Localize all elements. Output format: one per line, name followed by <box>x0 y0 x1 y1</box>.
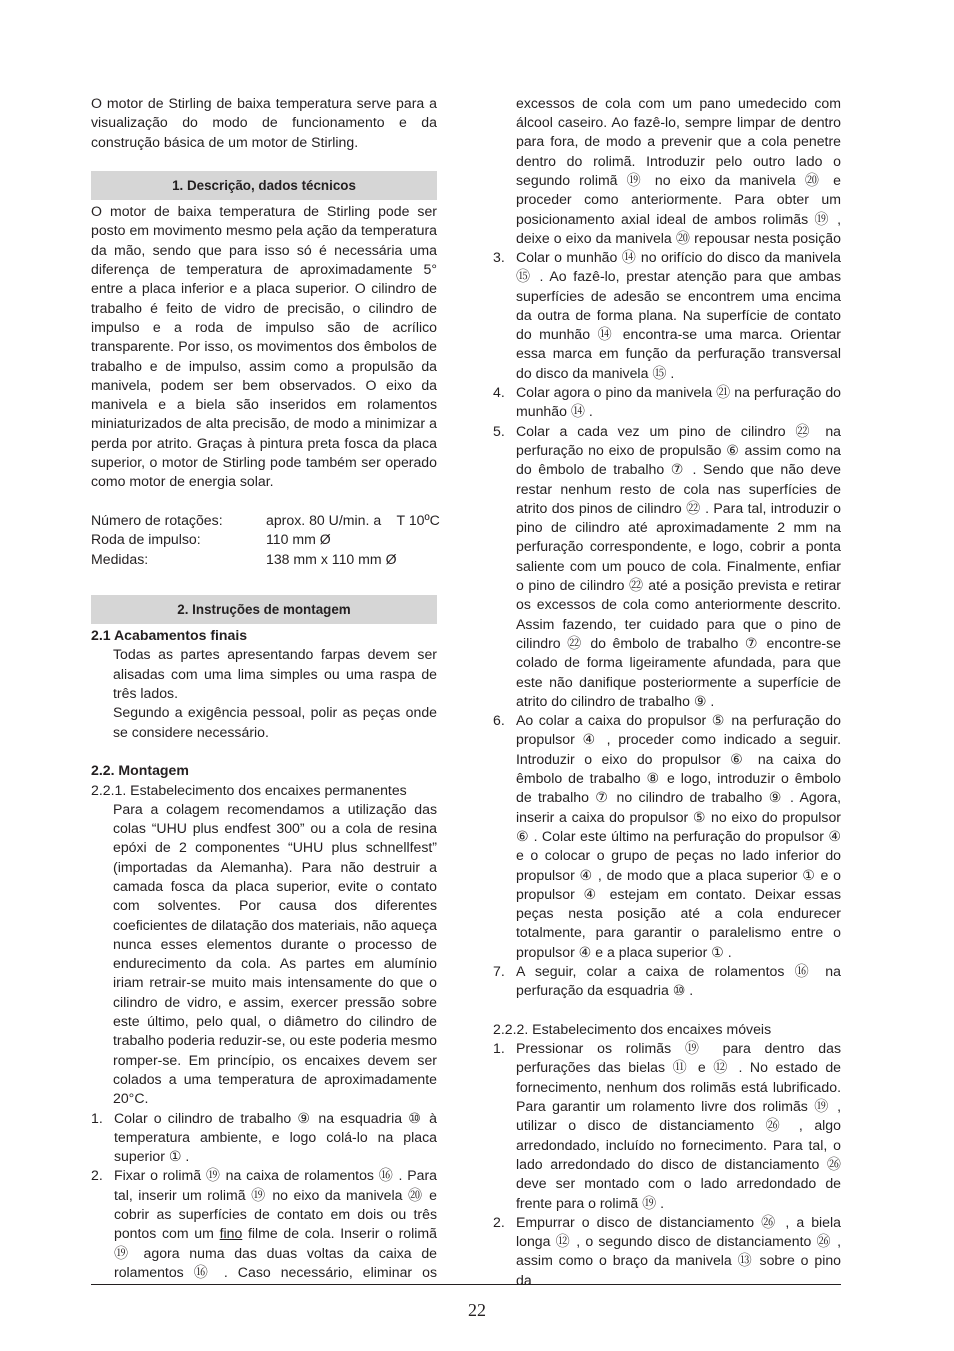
spec-value: aprox. 80 U/min. a T 10ºC <box>266 511 440 528</box>
subsection-2-2-1-text: Para a colagem recomendamos a utilização das colas “UHU plus endfest 300” ou a cola de resina epóxi de 2 componentes “UHU plus schnellfest” (importadas da Alemanha). Para não destruir a camada fosca da placa superior, evite o contato com solventes. Por causa dos diferentes coeficientes de dilatação dos materiais, não aqueça nunca esses elementos durante o processo de endurecimento da cola. As partes em alumínio iriam retrair-se muito mais intensamente do que o cilindro de vidro, e assim, exercer pressão sobre este último, pelo qual, o diâmetro do cilindro de trabalho poderia reduzir-se, ou este poderia mesmo romper-se. Em princípio, os encaixes devem ser colados a uma temperatura de aproximadamente 20°C. <box>113 800 437 1107</box>
list-item <box>493 711 841 962</box>
subsection-2-1-paragraph-2: Segundo a exigência pessoal, polir as peças onde se considere necessário. <box>113 704 437 740</box>
underlined-word: fino <box>219 1225 243 1242</box>
list-text-part: Fixar o rolimã ⑲ na caixa de rolamentos ⑯ . Para tal, inserir um rolimã ⑲ no eixo da manivela ⑳ e cobrir as superfícies de contato em dois ou três pontos com um <box>114 1167 437 1242</box>
list-number: 2. <box>91 1167 103 1184</box>
list-item <box>91 1109 437 1167</box>
list-text <box>114 1166 437 1281</box>
subsection-2-2-title: 2.2. Montagem <box>91 762 189 779</box>
list-number: 4. <box>493 384 505 401</box>
list-number: 7. <box>493 962 505 979</box>
list-text: Ao colar a caixa do propulsor ⑤ na perfuração do propulsor ④ , proceder como indicado a seguir. Introduzir o eixo do propulsor ⑥ na caixa do êmbolo de trabalho ⑧ e logo, introduzir o êmbolo de trabalho ⑦ no cilindro de trabalho ⑨ . Agora, inserir a caixa do propulsor ⑤ no eixo do propulsor ⑥ . Colar este último na perfuração do propulsor ④ e o colocar o grupo de peças no lado inferior do propulsor ④ , de modo que a placa superior ① e o propulsor ④ estejam em contato. Deixar essas peças nesta posição até a cola endurecer totalmente, para garantir o paralelismo entre o propulsor ④ e a placa superior ① . <box>516 712 841 960</box>
spec-label: Número de rotações: <box>91 511 223 528</box>
list-item <box>91 1166 437 1281</box>
list-text-part: excessos de cola com um pano umedecido com álcool caseiro. Ao fazê-lo, sempre limpar de dentro para fora, de modo a prevenir que a cola penetre dentro do rolimã. Introduzir pelo outro lado o segundo rolimã ⑲ no eixo da manivela ⑳ e proceder como anteriormente. Para obter um posicionamento axial ideal de ambos rolimãs ⑲ , deixe o eixo da manivela ⑳ repousar nesta posição <box>516 94 841 246</box>
list-item <box>493 422 841 711</box>
spec-row <box>91 550 437 569</box>
section-1-text: O motor de baixa temperatura de Stirling pode ser posto em movimento mesmo pela ação da temperatura da mão, sendo que para isso só é necessária uma diferença de temperatura de aproximadamente 5° entre a placa inferior e a placa superior. O cilindro de trabalho é feito de vidro de precisão, o cilindro de impulso e a roda de impulso são de acrílico transparente. Por isso, os movimentos dos êmbolos de trabalho e de impulso, assim como a propulsão da manivela, podem ser bem observados. O eixo da manivela e a biela são inseridos em rolamentos miniaturizados de alta precisão, de modo a minimizar a perda por atrito. Graças à pintura preta fosca da placa superior, o motor de Stirling pode também ser operado como motor de energia solar. <box>91 203 437 490</box>
subsection-2-1-title: 2.1 Acabamentos finais <box>91 627 248 644</box>
list-text: A seguir, colar a caixa de rolamentos ⑯ na perfuração da esquadria ⑩ . <box>516 962 841 999</box>
list-text-part: filme de cola. Inserir o rolimã ⑲ agora numa das duas voltas da caixa de rolamentos ⑯ . Caso necessário, eliminar os <box>114 1225 437 1280</box>
list-number: 5. <box>493 422 505 439</box>
list-number: 3. <box>493 249 505 265</box>
left-column <box>91 94 440 1281</box>
right-column <box>493 94 841 1290</box>
list-number: 2. <box>493 1213 505 1230</box>
list-text: Colar o cilindro de trabalho ⑨ na esquadria ⑩ à temperatura ambiente, e logo colá-lo na placa superior ① . <box>114 1109 437 1165</box>
list-text: Colar o munhão ⑭ no orifício do disco da manivela ⑮ . Ao fazê-lo, prestar atenção para que ambas superfícies de adesão se encontrem uma encima da outra de forma plana. Na superfície de contato do munhão ⑭ encontra-se uma marca. Orientar essa marca em função da perfuração transversal do disco da manivela ⑮ . <box>516 249 841 381</box>
list-text: Pressionar os rolimãs ⑲ para dentro das perfurações das bielas ⑪ e ⑫ . No estado de fornecimento, nenhum dos rolimãs está lubrificado. Para garantir um rolamento livre dos rolimãs ⑲ , utilizar o disco de distanciamento ㉖ , algo arredondado, incluído no fornecimento. Para tal, o lado arredondado do disco de distanciamento ㉖ deve ser montado com o lado arredondado de frente para o rolimã ⑲ . <box>516 1040 841 1211</box>
list-number: 6. <box>493 712 505 729</box>
list-item <box>493 1039 841 1213</box>
spec-row <box>91 511 440 530</box>
subsection-2-2-2-title: 2.2.2. Estabelecimento dos encaixes móveis <box>493 1020 772 1037</box>
list-text: Colar a cada vez um pino de cilindro ㉒ na perfuração no eixo de propulsão ⑥ assim como na do êmbolo de trabalho ⑦ . Sendo que não deve restar nenhum resto de cola nas superfícies de atrito dos pinos de cilindro ㉒ . Para tal, introduzir o pino de cilindro até aproximadamente 2 mm na perfuração correspondente, e logo, cobrir a ponta saliente com um pouco de cola. Finalmente, enfiar o pino de cilindro ㉒ até a posição prevista e retirar os excessos de cola como anteriormente descrito. Assim fazendo, ter cuidado para que o pino de cilindro ㉒ do êmbolo de trabalho ⑦ encontre-se colado de forma ligeiramente afundada, para que este não danifique posteriormente a superfície de atrito do cilindro de trabalho ⑨ . <box>516 422 841 709</box>
page-number: 22 <box>468 1300 486 1320</box>
list-item <box>493 1213 841 1290</box>
list-text: Colar agora o pino da manivela ㉑ na perfuração do munhão ⑭ . <box>516 384 841 420</box>
section-2-heading: 2. Instruções de montagem <box>91 595 437 624</box>
list-item <box>493 962 841 1001</box>
subsection-2-2-1-title: 2.2.1. Estabelecimento dos encaixes permanentes <box>91 781 407 798</box>
tech-specs <box>91 511 440 569</box>
spec-label: Roda de impulso: <box>91 531 201 548</box>
list-item <box>493 383 841 422</box>
intro-paragraph: O motor de Stirling de baixa temperatura serve para a visualização do modo de funcionamento e da construção básica de um motor de Stirling. <box>91 95 437 150</box>
list-item-continued <box>493 94 841 248</box>
subsection-2-1-paragraph-1: Todas as partes apresentando farpas devem ser alisadas com uma lima simples ou uma raspa de três lados. <box>113 646 437 702</box>
spec-value: 110 mm Ø <box>266 531 331 548</box>
spec-label: Medidas: <box>91 550 149 567</box>
spec-row <box>91 530 437 549</box>
footer-rule <box>91 1284 841 1285</box>
spec-value: 138 mm x 110 mm Ø <box>266 550 397 567</box>
list-text <box>516 94 841 246</box>
list-item <box>493 248 841 383</box>
list-number: 1. <box>493 1040 505 1057</box>
list-number: 1. <box>91 1109 103 1126</box>
list-text: Empurrar o disco de distanciamento ㉖ , a biela longa ⑫ , o segundo disco de distanciamento ㉖ , assim como o braço da manivela ⑬ sobre o pino da <box>516 1213 841 1288</box>
section-1-heading: 1. Descrição, dados técnicos <box>91 171 437 200</box>
